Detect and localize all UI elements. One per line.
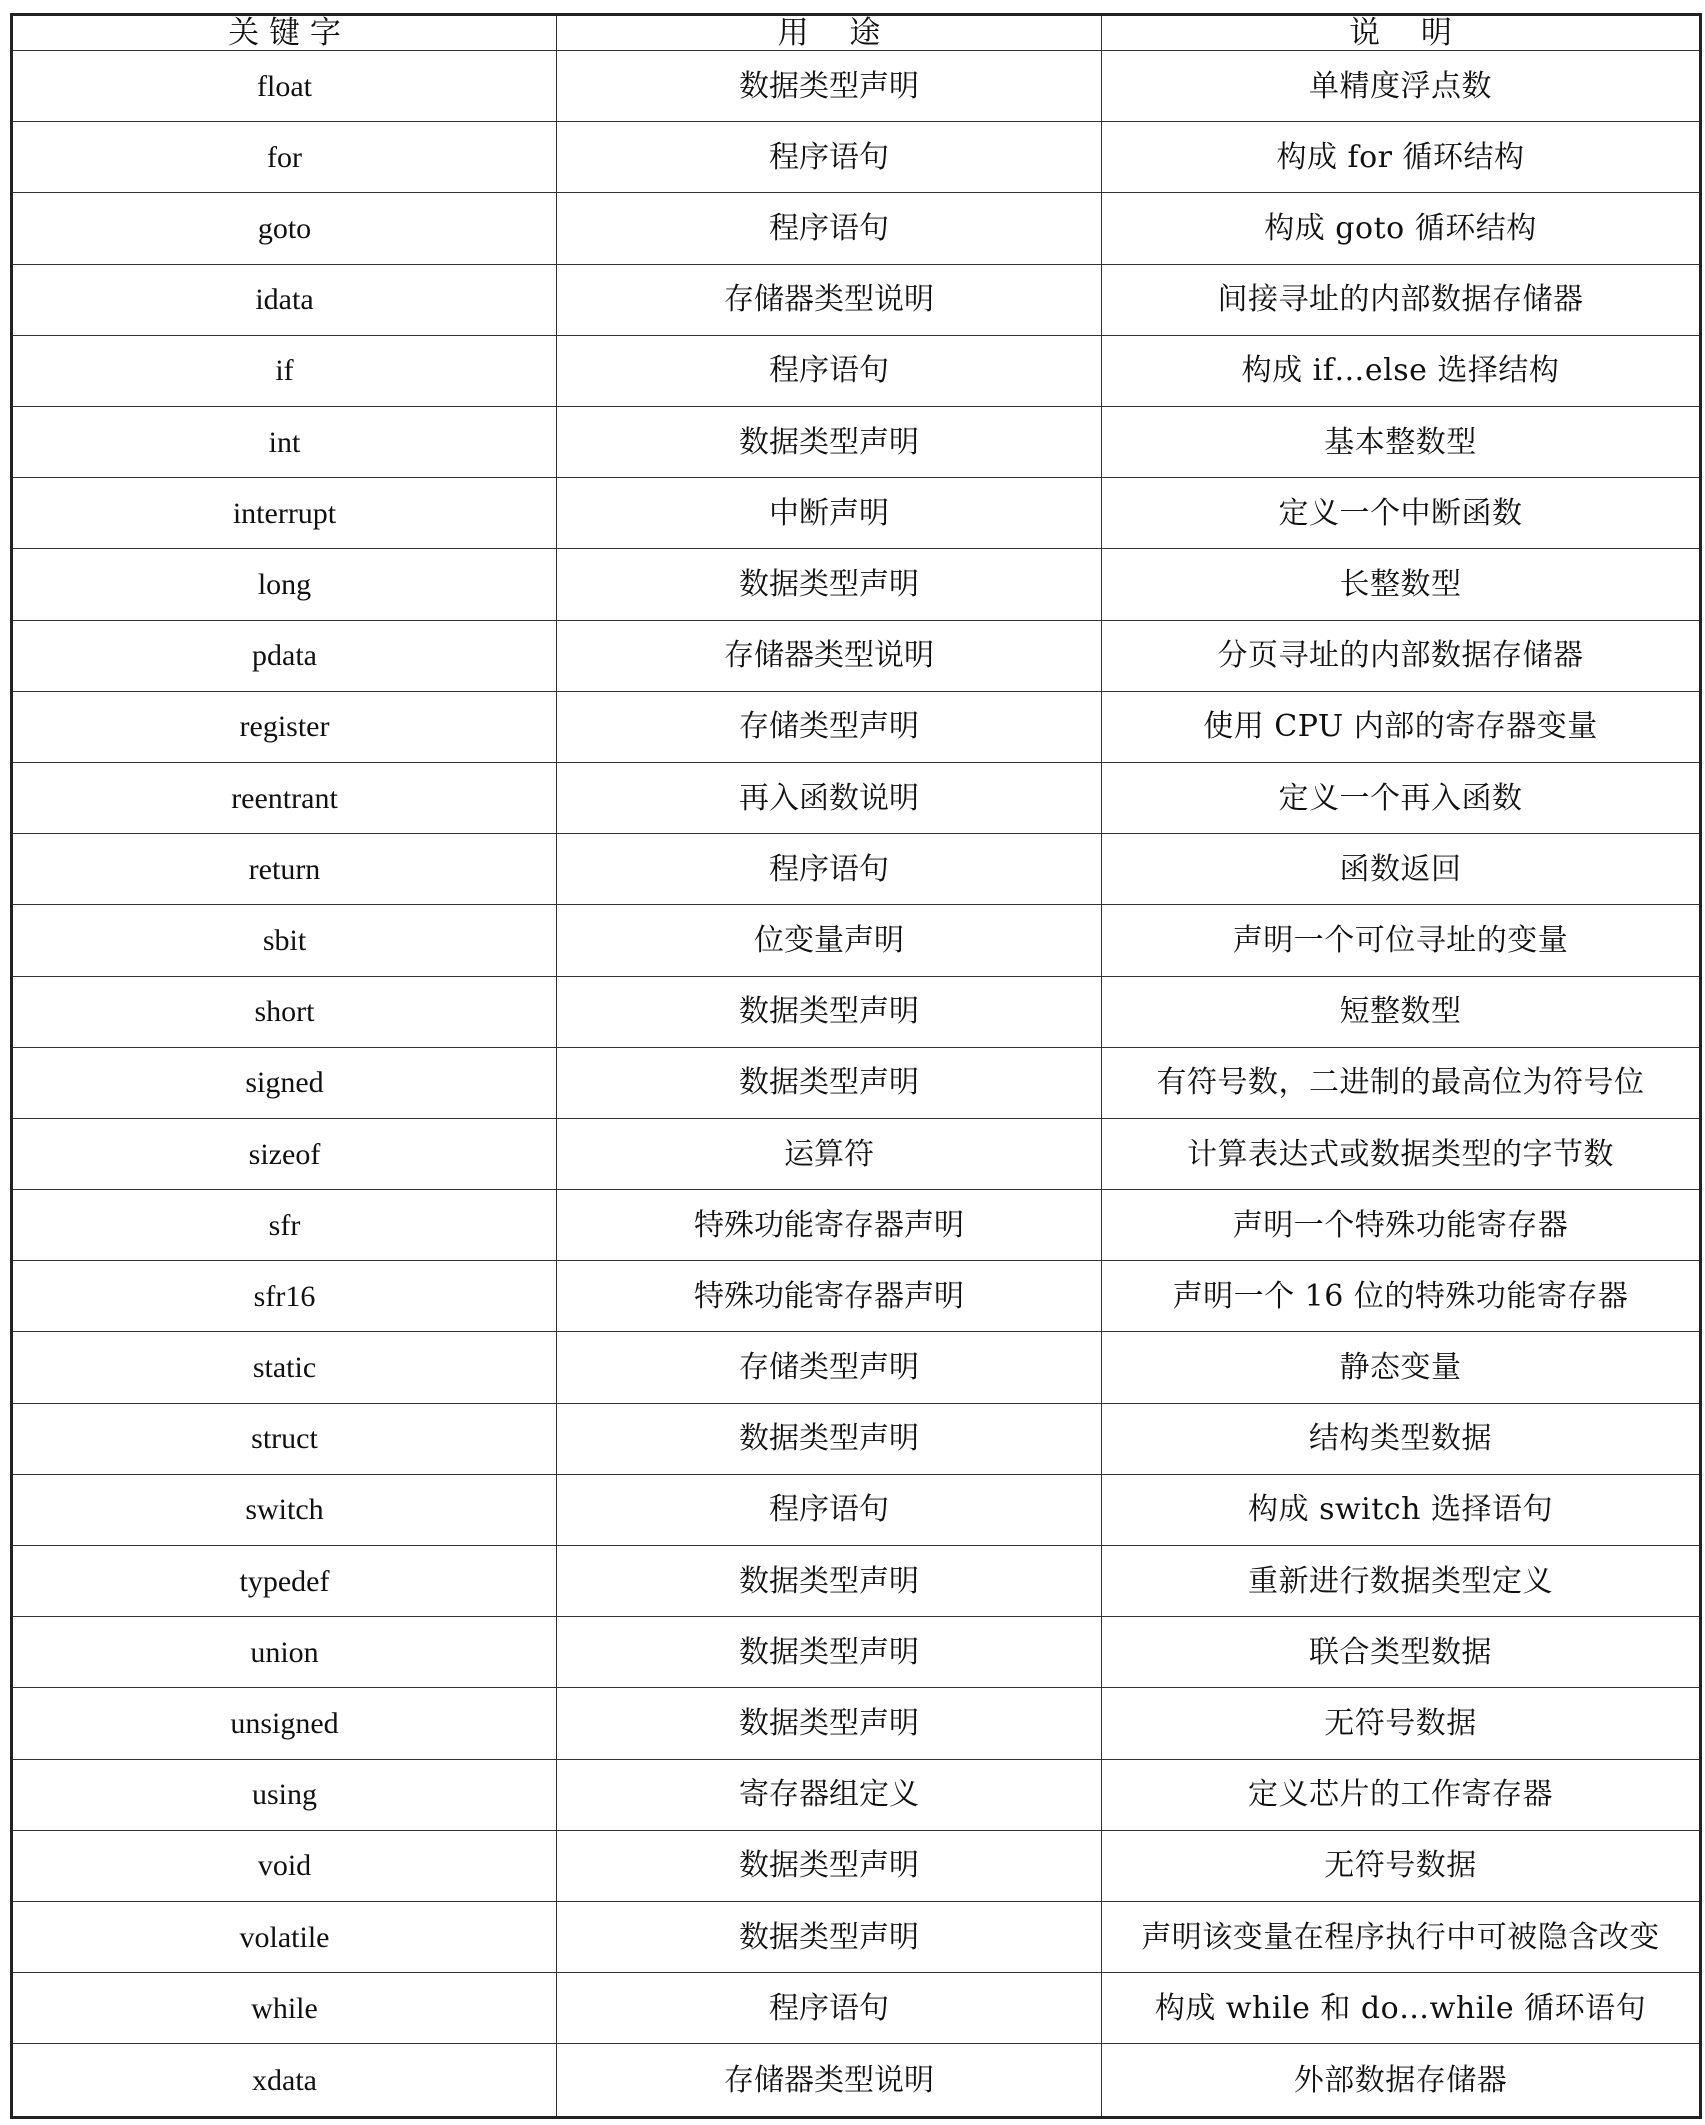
cell-keyword: reentrant <box>12 762 557 833</box>
table-row <box>12 905 1701 976</box>
cell-description: 短整数型 <box>1102 976 1701 1047</box>
cell-use: 数据类型声明 <box>557 1047 1102 1118</box>
cell-keyword: using <box>12 1759 557 1830</box>
table-row <box>12 976 1701 1047</box>
keyword-table <box>10 13 1702 2119</box>
cell-description: 声明一个可位寻址的变量 <box>1102 905 1701 976</box>
table-row <box>12 1047 1701 1118</box>
cell-use: 存储器类型说明 <box>557 620 1102 691</box>
table-row <box>12 1332 1701 1403</box>
cell-description: 联合类型数据 <box>1102 1617 1701 1688</box>
cell-description: 静态变量 <box>1102 1332 1701 1403</box>
table-row <box>12 193 1701 264</box>
table-row <box>12 1190 1701 1261</box>
cell-description: 构成 for 循环结构 <box>1102 122 1701 193</box>
table-row <box>12 1973 1701 2044</box>
cell-keyword: return <box>12 834 557 905</box>
cell-keyword: sfr16 <box>12 1261 557 1332</box>
cell-use: 存储类型声明 <box>557 691 1102 762</box>
cell-keyword: float <box>12 51 557 122</box>
cell-description: 定义一个再入函数 <box>1102 762 1701 833</box>
cell-use: 数据类型声明 <box>557 1546 1102 1617</box>
cell-keyword: goto <box>12 193 557 264</box>
cell-description: 定义芯片的工作寄存器 <box>1102 1759 1701 1830</box>
table-row <box>12 834 1701 905</box>
cell-description: 分页寻址的内部数据存储器 <box>1102 620 1701 691</box>
cell-use: 数据类型声明 <box>557 1901 1102 1972</box>
cell-keyword: short <box>12 976 557 1047</box>
cell-keyword: union <box>12 1617 557 1688</box>
table-row <box>12 407 1701 478</box>
cell-keyword: unsigned <box>12 1688 557 1759</box>
table-row <box>12 1474 1701 1545</box>
table-row <box>12 1688 1701 1759</box>
cell-keyword: xdata <box>12 2044 557 2118</box>
cell-use: 数据类型声明 <box>557 976 1102 1047</box>
cell-description: 计算表达式或数据类型的字节数 <box>1102 1118 1701 1189</box>
cell-description: 单精度浮点数 <box>1102 51 1701 122</box>
header-keyword: 关 键 字 <box>12 15 557 51</box>
cell-description: 声明该变量在程序执行中可被隐含改变 <box>1102 1901 1701 1972</box>
cell-keyword: while <box>12 1973 557 2044</box>
cell-description: 基本整数型 <box>1102 407 1701 478</box>
cell-description: 声明一个 16 位的特殊功能寄存器 <box>1102 1261 1701 1332</box>
table-row <box>12 2044 1701 2118</box>
table-row <box>12 1118 1701 1189</box>
cell-description: 声明一个特殊功能寄存器 <box>1102 1190 1701 1261</box>
cell-description: 间接寻址的内部数据存储器 <box>1102 264 1701 335</box>
table-row <box>12 1759 1701 1830</box>
cell-use: 程序语句 <box>557 1973 1102 2044</box>
table-header-row <box>12 15 1701 51</box>
cell-description: 函数返回 <box>1102 834 1701 905</box>
cell-use: 位变量声明 <box>557 905 1102 976</box>
cell-use: 寄存器组定义 <box>557 1759 1102 1830</box>
cell-use: 数据类型声明 <box>557 549 1102 620</box>
cell-keyword: long <box>12 549 557 620</box>
cell-description: 构成 switch 选择语句 <box>1102 1474 1701 1545</box>
cell-use: 特殊功能寄存器声明 <box>557 1190 1102 1261</box>
table-row <box>12 762 1701 833</box>
table-row <box>12 335 1701 406</box>
cell-keyword: signed <box>12 1047 557 1118</box>
cell-use: 存储器类型说明 <box>557 2044 1102 2118</box>
cell-use: 数据类型声明 <box>557 1403 1102 1474</box>
cell-keyword: volatile <box>12 1901 557 1972</box>
table-row <box>12 1617 1701 1688</box>
cell-use: 数据类型声明 <box>557 51 1102 122</box>
table-row <box>12 1830 1701 1901</box>
table-row <box>12 264 1701 335</box>
cell-description: 外部数据存储器 <box>1102 2044 1701 2118</box>
cell-keyword: sfr <box>12 1190 557 1261</box>
table-row <box>12 691 1701 762</box>
table-row <box>12 620 1701 691</box>
cell-description: 长整数型 <box>1102 549 1701 620</box>
cell-keyword: interrupt <box>12 478 557 549</box>
cell-use: 程序语句 <box>557 1474 1102 1545</box>
cell-description: 定义一个中断函数 <box>1102 478 1701 549</box>
table-row <box>12 1546 1701 1617</box>
table-row <box>12 1403 1701 1474</box>
cell-keyword: sizeof <box>12 1118 557 1189</box>
cell-use: 数据类型声明 <box>557 1830 1102 1901</box>
header-use: 用 途 <box>557 15 1102 51</box>
cell-keyword: switch <box>12 1474 557 1545</box>
cell-description: 重新进行数据类型定义 <box>1102 1546 1701 1617</box>
cell-use: 数据类型声明 <box>557 1617 1102 1688</box>
cell-description: 构成 goto 循环结构 <box>1102 193 1701 264</box>
table-row <box>12 1901 1701 1972</box>
cell-use: 数据类型声明 <box>557 407 1102 478</box>
cell-description: 无符号数据 <box>1102 1830 1701 1901</box>
cell-keyword: register <box>12 691 557 762</box>
cell-use: 数据类型声明 <box>557 1688 1102 1759</box>
cell-use: 存储器类型说明 <box>557 264 1102 335</box>
cell-keyword: void <box>12 1830 557 1901</box>
cell-description: 构成 if…else 选择结构 <box>1102 335 1701 406</box>
header-description: 说 明 <box>1102 15 1701 51</box>
cell-description: 结构类型数据 <box>1102 1403 1701 1474</box>
cell-keyword: idata <box>12 264 557 335</box>
table-row <box>12 122 1701 193</box>
keyword-table-container <box>10 13 1699 2119</box>
cell-use: 运算符 <box>557 1118 1102 1189</box>
cell-use: 中断声明 <box>557 478 1102 549</box>
cell-keyword: typedef <box>12 1546 557 1617</box>
cell-use: 再入函数说明 <box>557 762 1102 833</box>
cell-description: 使用 CPU 内部的寄存器变量 <box>1102 691 1701 762</box>
table-row <box>12 51 1701 122</box>
cell-use: 程序语句 <box>557 193 1102 264</box>
cell-use: 程序语句 <box>557 122 1102 193</box>
table-row <box>12 1261 1701 1332</box>
cell-keyword: sbit <box>12 905 557 976</box>
cell-description: 构成 while 和 do…while 循环语句 <box>1102 1973 1701 2044</box>
table-row <box>12 549 1701 620</box>
cell-keyword: static <box>12 1332 557 1403</box>
cell-keyword: pdata <box>12 620 557 691</box>
cell-use: 特殊功能寄存器声明 <box>557 1261 1102 1332</box>
cell-use: 存储类型声明 <box>557 1332 1102 1403</box>
table-row <box>12 478 1701 549</box>
cell-description: 有符号数，二进制的最高位为符号位 <box>1102 1047 1701 1118</box>
cell-keyword: int <box>12 407 557 478</box>
cell-keyword: if <box>12 335 557 406</box>
cell-use: 程序语句 <box>557 335 1102 406</box>
cell-keyword: struct <box>12 1403 557 1474</box>
cell-use: 程序语句 <box>557 834 1102 905</box>
table-body <box>12 51 1701 2118</box>
cell-description: 无符号数据 <box>1102 1688 1701 1759</box>
cell-keyword: for <box>12 122 557 193</box>
